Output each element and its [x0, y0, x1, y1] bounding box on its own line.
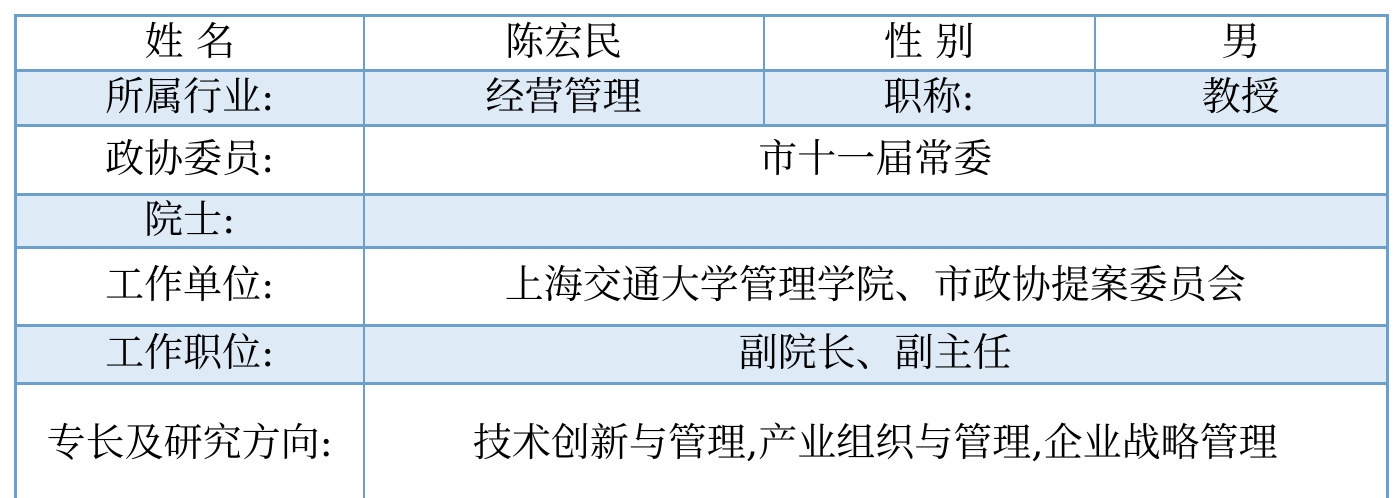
- gender-label: 性 别: [764, 16, 1095, 71]
- work-unit-label: 工作单位:: [16, 248, 364, 326]
- academician-value: [364, 195, 1388, 248]
- work-position-label: 工作职位:: [16, 326, 364, 384]
- expertise-value: 技术创新与管理,产业组织与管理,企业战略管理: [364, 384, 1388, 498]
- table-row: [16, 248, 1388, 326]
- expertise-label: 专长及研究方向:: [16, 384, 364, 498]
- table-row: [16, 126, 1388, 195]
- cppcc-member-value: 市十一届常委: [364, 126, 1388, 195]
- table-row: [16, 326, 1388, 384]
- table-row: [16, 384, 1388, 498]
- academician-label: 院士:: [16, 195, 364, 248]
- gender-value: 男: [1095, 16, 1388, 71]
- industry-label: 所属行业:: [16, 71, 364, 126]
- name-value: 陈宏民: [364, 16, 764, 71]
- work-unit-value: 上海交通大学管理学院、市政协提案委员会: [364, 248, 1388, 326]
- table-row: [16, 71, 1388, 126]
- title-value: 教授: [1095, 71, 1388, 126]
- table-row: [16, 16, 1388, 71]
- cppcc-member-label: 政协委员:: [16, 126, 364, 195]
- profile-table-body: [16, 16, 1388, 498]
- work-position-value: 副院长、副主任: [364, 326, 1388, 384]
- title-label: 职称:: [764, 71, 1095, 126]
- industry-value: 经营管理: [364, 71, 764, 126]
- name-label: 姓 名: [16, 16, 364, 71]
- profile-table: [14, 14, 1389, 498]
- table-row: [16, 195, 1388, 248]
